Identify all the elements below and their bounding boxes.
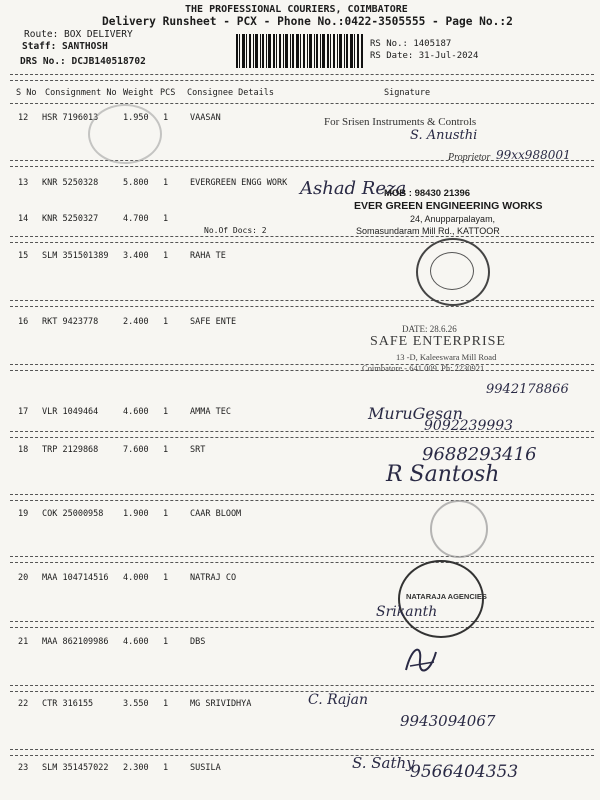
row-sno: 20 <box>18 573 29 583</box>
faint-round-stamp <box>88 104 162 164</box>
row-pcs: 1 <box>163 214 169 224</box>
table-row <box>0 251 600 267</box>
evergreen-mob: MOB : 98430 21396 <box>384 188 471 199</box>
caar-round-stamp <box>430 500 488 558</box>
safe-stamp-addr1: 13 -D, Kaleeswara Mill Road <box>396 352 497 362</box>
table-row <box>0 509 600 525</box>
rs-date: RS Date: 31-Jul-2024 <box>370 51 479 61</box>
row-consignee: MG SRIVIDHYA <box>190 699 252 709</box>
table-row <box>0 637 600 653</box>
row-sno: 13 <box>18 178 29 188</box>
evergreen-addr1: 24, Anupparpalayam, <box>410 214 496 224</box>
runsheet-title: Delivery Runsheet - PCX - Phone No.:0422-3505555 - Page No.:2 <box>102 15 513 28</box>
table-row <box>0 699 600 715</box>
rs-number: RS No.: 1405187 <box>370 39 452 49</box>
r21-signature-scribble <box>400 640 440 680</box>
r12-signature: S. Anusthi <box>410 128 478 143</box>
row-consignee: RAHA TE <box>190 251 226 261</box>
row-sno: 14 <box>18 214 29 224</box>
row-pcs: 1 <box>163 178 169 188</box>
row-weight: 3.550 <box>123 699 149 709</box>
col-pcs: PCS <box>160 88 176 98</box>
company-name: THE PROFESSIONAL COURIERS, COIMBATORE <box>185 4 408 15</box>
row-consignment: MAA 862109986 <box>42 637 109 647</box>
table-row <box>0 573 600 589</box>
r22-signature: C. Rajan <box>308 692 369 708</box>
row-consignee: VAASAN <box>190 113 221 123</box>
evergreen-stamp-name: EVER GREEN ENGINEERING WORKS <box>354 200 543 212</box>
row-weight: 1.950 <box>123 113 149 123</box>
safe-stamp-addr2: Coimbatore - 641 009. Ph: 2230921 <box>362 363 485 373</box>
row-sno: 23 <box>18 763 29 773</box>
col-sno: S No <box>16 88 37 98</box>
r23-signature: S. Sathy <box>352 754 415 772</box>
srisen-stamp-company: For Srisen Instruments & Controls <box>324 116 477 128</box>
row-consignee: SUSILA <box>190 763 221 773</box>
row-weight: 5.800 <box>123 178 149 188</box>
row-consignee: CAAR BLOOM <box>190 509 242 519</box>
row-consignment: COK 25000958 <box>42 509 104 519</box>
row-consignee: SAFE ENTE <box>190 317 237 327</box>
row-consignment: VLR 1049464 <box>42 407 99 417</box>
runsheet-barcode <box>236 34 364 70</box>
route-label: Route: BOX DELIVERY <box>24 29 133 40</box>
row-consignment: CTR 316155 <box>42 699 94 709</box>
row-pcs: 1 <box>163 637 169 647</box>
col-consignment: Consignment No <box>45 88 117 98</box>
table-row <box>0 214 600 230</box>
r18-phone: 9688293416 <box>422 444 537 465</box>
row-consignee: SRT <box>190 445 206 455</box>
row-consignee: EVERGREEN ENGG WORK <box>190 178 288 188</box>
raha-stamp-inner <box>430 252 474 290</box>
row-weight: 2.300 <box>123 763 149 773</box>
srisen-stamp-role: Proprietor <box>448 152 491 163</box>
r13-signature: Ashad Reza <box>300 178 407 199</box>
r17-phone: 9942178866 <box>486 382 569 397</box>
r17-signature: MuruGesan <box>368 404 463 423</box>
col-consignee: Consignee Details <box>187 88 274 98</box>
row-sno: 12 <box>18 113 29 123</box>
row-sno: 21 <box>18 637 29 647</box>
r22-phone: 9943094067 <box>400 712 496 730</box>
safe-stamp-name: SAFE ENTERPRISE <box>370 334 506 349</box>
evergreen-addr2: Somasundaram Mill Rd., KATTOOR <box>356 226 500 236</box>
row-pcs: 1 <box>163 407 169 417</box>
row-consignee: DBS <box>190 637 206 647</box>
row-pcs: 1 <box>163 699 169 709</box>
row-sno: 18 <box>18 445 29 455</box>
row-consignment: TRP 2129868 <box>42 445 99 455</box>
row-weight: 1.900 <box>123 509 149 519</box>
row-consignment: SLM 351457022 <box>42 763 109 773</box>
row-consignment: HSR 7196013 <box>42 113 99 123</box>
row-sno: 15 <box>18 251 29 261</box>
row-sno: 19 <box>18 509 29 519</box>
row-pcs: 1 <box>163 445 169 455</box>
table-row <box>0 317 600 333</box>
row-weight: 7.600 <box>123 445 149 455</box>
row-pcs: 1 <box>163 317 169 327</box>
row-consignment: SLM 351501389 <box>42 251 109 261</box>
row-weight: 4.600 <box>123 407 149 417</box>
safe-stamp-date: DATE: 28.6.26 <box>402 324 457 334</box>
row-consignee: NATRAJ CO <box>190 573 237 583</box>
row-sno: 17 <box>18 407 29 417</box>
row-pcs: 1 <box>163 763 169 773</box>
row-consignee: AMMA TEC <box>190 407 231 417</box>
r12-phone: 99xx988001 <box>496 148 571 162</box>
col-weight: Weight <box>123 88 154 98</box>
row-weight: 2.400 <box>123 317 149 327</box>
col-signature: Signature <box>384 88 431 98</box>
row-weight: 4.000 <box>123 573 149 583</box>
row-consignment: KNR 5250327 <box>42 214 99 224</box>
row-weight: 4.700 <box>123 214 149 224</box>
row-pcs: 1 <box>163 573 169 583</box>
row-consignment: RKT 9423778 <box>42 317 99 327</box>
docs-count-note: No.Of Docs: 2 <box>204 226 267 235</box>
row-weight: 3.400 <box>123 251 149 261</box>
r17-phone2: 9092239993 <box>424 418 514 434</box>
row-weight: 4.600 <box>123 637 149 647</box>
r23-phone: 9566404353 <box>410 762 519 782</box>
r20-signature: Srikanth <box>376 604 438 620</box>
r18-signature: R Santosh <box>386 462 500 487</box>
staff-label: Staff: SANTHOSH <box>22 41 108 52</box>
row-sno: 22 <box>18 699 29 709</box>
drs-number: DRS No.: DCJB140518702 <box>20 56 146 67</box>
row-sno: 16 <box>18 317 29 327</box>
row-consignment: KNR 5250328 <box>42 178 99 188</box>
row-pcs: 1 <box>163 113 169 123</box>
row-consignment: MAA 104714516 <box>42 573 109 583</box>
nataraja-stamp-text: NATARAJA AGENCIES <box>406 592 487 601</box>
row-pcs: 1 <box>163 509 169 519</box>
row-pcs: 1 <box>163 251 169 261</box>
column-header-row <box>0 88 600 104</box>
